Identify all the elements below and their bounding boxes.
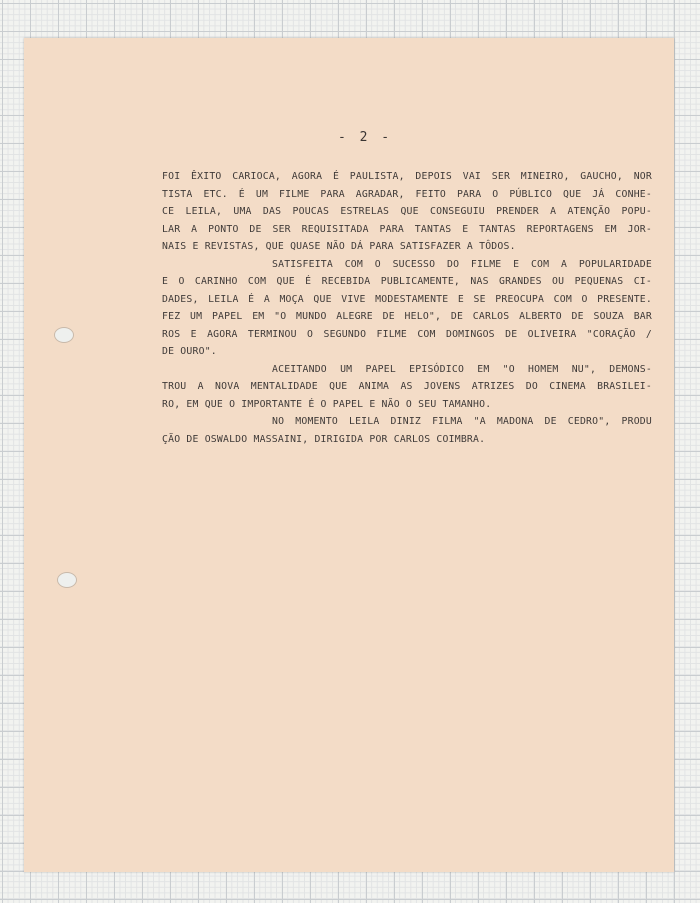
text-line: ÇÃO DE OSWALDO MASSAINI, DIRIGIDA POR CARLOS COIMBRA. xyxy=(162,433,486,445)
punch-hole xyxy=(57,572,77,588)
text-line: DADES, LEILA É A MOÇA QUE VIVE MODESTAMENTE E SE PREOCUPA COM O PRESENTE. xyxy=(162,293,652,305)
text-line: NAIS E REVISTAS, QUE QUASE NÃO DÁ PARA SATISFAZER A TÔDOS. xyxy=(162,241,516,252)
text-line: NO MOMENTO LEILA DINIZ FILMA "A MADONA DE CEDRO", PRODU xyxy=(272,416,652,427)
typewritten-body xyxy=(162,168,652,448)
text-line: TISTA ETC. É UM FILME PARA AGRADAR, FEITO PARA O PÚBLICO QUE JÁ CONHE- xyxy=(162,188,652,200)
text-line: E O CARINHO COM QUE É RECEBIDA PUBLICAMENTE, NAS GRANDES OU PEQUENAS CI- xyxy=(162,276,652,287)
text-line: ACEITANDO UM PAPEL EPISÓDICO EM "O HOMEM NU", DEMONS- xyxy=(272,363,652,375)
document-page xyxy=(24,38,674,872)
text-line: ROS E AGORA TERMINOU O SEGUNDO FILME COM DOMINGOS DE OLIVEIRA "CORAÇÃO / xyxy=(162,328,652,340)
text-line: FEZ UM PAPEL EM "O MUNDO ALEGRE DE HELO", DE CARLOS ALBERTO DE SOUZA BAR xyxy=(162,311,652,322)
text-line: DE OURO". xyxy=(162,346,217,357)
text-line: LAR A PONTO DE SER REQUISITADA PARA TANTAS E TANTAS REPORTAGENS EM JOR- xyxy=(162,223,652,235)
page-number: - 2 - xyxy=(338,130,393,145)
punch-hole xyxy=(54,327,74,343)
text-line: RO, EM QUE O IMPORTANTE É O PAPEL E NÃO O SEU TAMANHO. xyxy=(162,398,492,410)
text-line: FOI ÊXITO CARIOCA, AGORA É PAULISTA, DEPOIS VAI SER MINEIRO, GAUCHO, NOR xyxy=(162,171,652,182)
text-line: CE LEILA, UMA DAS POUCAS ESTRELAS QUE CONSEGUIU PRENDER A ATENÇÃO POPU- xyxy=(162,206,652,217)
text-line: SATISFEITA COM O SUCESSO DO FILME E COM A POPULARIDADE xyxy=(272,258,652,270)
text-line: TROU A NOVA MENTALIDADE QUE ANIMA AS JOVENS ATRIZES DO CINEMA BRASILEI- xyxy=(162,381,652,392)
